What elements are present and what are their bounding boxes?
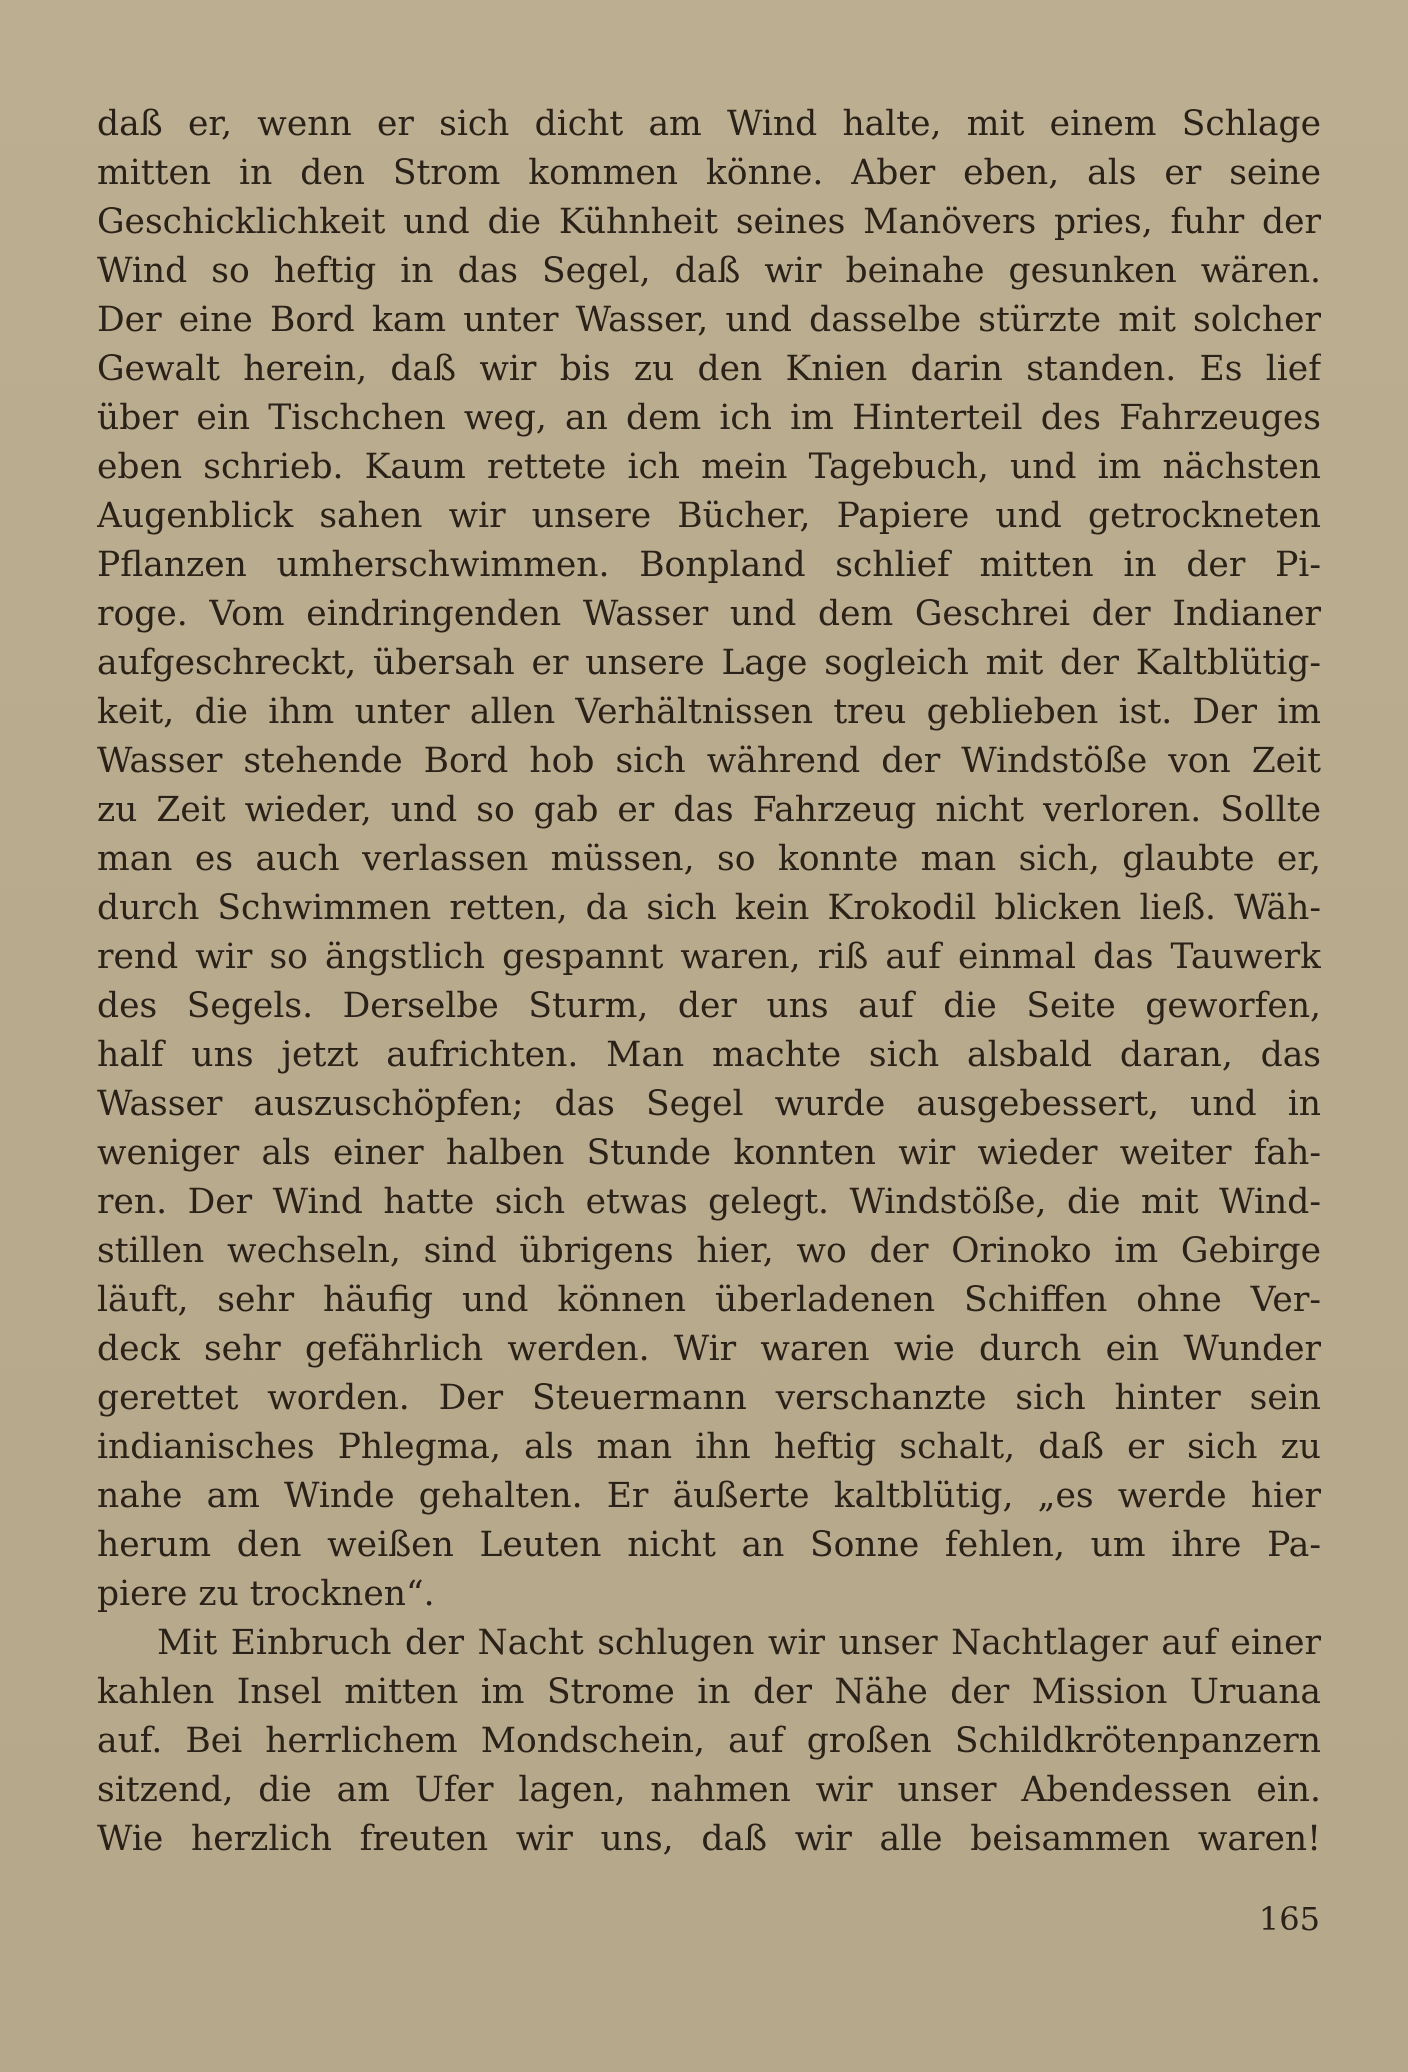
text-line: Wasser stehende Bord hob sich während der Windstöße von Zeit — [97, 741, 1321, 781]
page-number: 165 — [1258, 1900, 1320, 1938]
text-line: Mit Einbruch der Nacht schlugen wir unser Nachtlager auf einer — [157, 1623, 1321, 1663]
text-line: mitten in den Strom kommen könne. Aber eben, als er seine — [97, 153, 1321, 193]
text-line: keit, die ihm unter allen Verhältnissen treu geblieben ist. Der im — [97, 692, 1321, 732]
text-line: gerettet worden. Der Steuermann verschanzte sich hinter sein — [97, 1378, 1321, 1418]
text-line: weniger als einer halben Stunde konnten wir wieder weiter fah- — [97, 1133, 1321, 1173]
text-line: rend wir so ängstlich gespannt waren, riß auf einmal das Tauwerk — [97, 937, 1321, 977]
text-line: läuft, sehr häufig und können überladenen Schiffen ohne Ver- — [97, 1280, 1321, 1320]
text-line: indianisches Phlegma, als man ihn heftig schalt, daß er sich zu — [97, 1427, 1321, 1467]
text-line: piere zu trocknen“. — [97, 1574, 435, 1614]
text-line: herum den weißen Leuten nicht an Sonne fehlen, um ihre Pa- — [97, 1525, 1321, 1565]
text-line: Pflanzen umherschwimmen. Bonpland schlief mitten in der Pi- — [97, 545, 1321, 585]
text-line: half uns jetzt aufrichten. Man machte sich alsbald daran, das — [97, 1035, 1321, 1075]
text-line: Wind so heftig in das Segel, daß wir beinahe gesunken wären. — [97, 251, 1321, 291]
text-line: aufgeschreckt, übersah er unsere Lage sogleich mit der Kaltblütig- — [97, 643, 1321, 683]
text-line: stillen wechseln, sind übrigens hier, wo der Orinoko im Gebirge — [97, 1231, 1321, 1271]
text-line: daß er, wenn er sich dicht am Wind halte, mit einem Schlage — [97, 104, 1321, 144]
text-line: roge. Vom eindringenden Wasser und dem Geschrei der Indianer — [97, 594, 1321, 634]
text-line: ren. Der Wind hatte sich etwas gelegt. Windstöße, die mit Wind- — [97, 1182, 1321, 1222]
text-line: kahlen Insel mitten im Strome in der Nähe der Mission Uruana — [97, 1672, 1321, 1712]
text-line: Gewalt herein, daß wir bis zu den Knien darin standen. Es lief — [97, 349, 1321, 389]
text-line: Wie herzlich freuten wir uns, daß wir alle beisammen waren! — [97, 1819, 1321, 1859]
text-line: nahe am Winde gehalten. Er äußerte kaltblütig, „es werde hier — [97, 1476, 1321, 1516]
text-line: Geschicklichkeit und die Kühnheit seines Manövers pries, fuhr der — [97, 202, 1321, 242]
text-line: durch Schwimmen retten, da sich kein Krokodil blicken ließ. Wäh- — [97, 888, 1321, 928]
text-line: über ein Tischchen weg, an dem ich im Hinterteil des Fahrzeuges — [97, 398, 1321, 438]
text-line: zu Zeit wieder, und so gab er das Fahrzeug nicht verloren. Sollte — [97, 790, 1321, 830]
text-line: des Segels. Derselbe Sturm, der uns auf die Seite geworfen, — [97, 986, 1321, 1026]
text-line: Augenblick sahen wir unsere Bücher, Papiere und getrockneten — [97, 496, 1321, 536]
text-line: sitzend, die am Ufer lagen, nahmen wir unser Abendessen ein. — [97, 1770, 1321, 1810]
text-line: auf. Bei herrlichem Mondschein, auf großen Schildkrötenpanzern — [97, 1721, 1321, 1761]
body-text — [97, 100, 1321, 1864]
paragraph-2 — [97, 1619, 1321, 1864]
text-line: eben schrieb. Kaum rettete ich mein Tagebuch, und im nächsten — [97, 447, 1321, 487]
text-line: man es auch verlassen müssen, so konnte man sich, glaubte er, — [97, 839, 1321, 879]
paragraph-1 — [97, 100, 1321, 1619]
text-line: deck sehr gefährlich werden. Wir waren wie durch ein Wunder — [97, 1329, 1321, 1369]
text-line: Der eine Bord kam unter Wasser, und dasselbe stürzte mit solcher — [97, 300, 1321, 340]
text-line: Wasser auszuschöpfen; das Segel wurde ausgebessert, und in — [97, 1084, 1321, 1124]
